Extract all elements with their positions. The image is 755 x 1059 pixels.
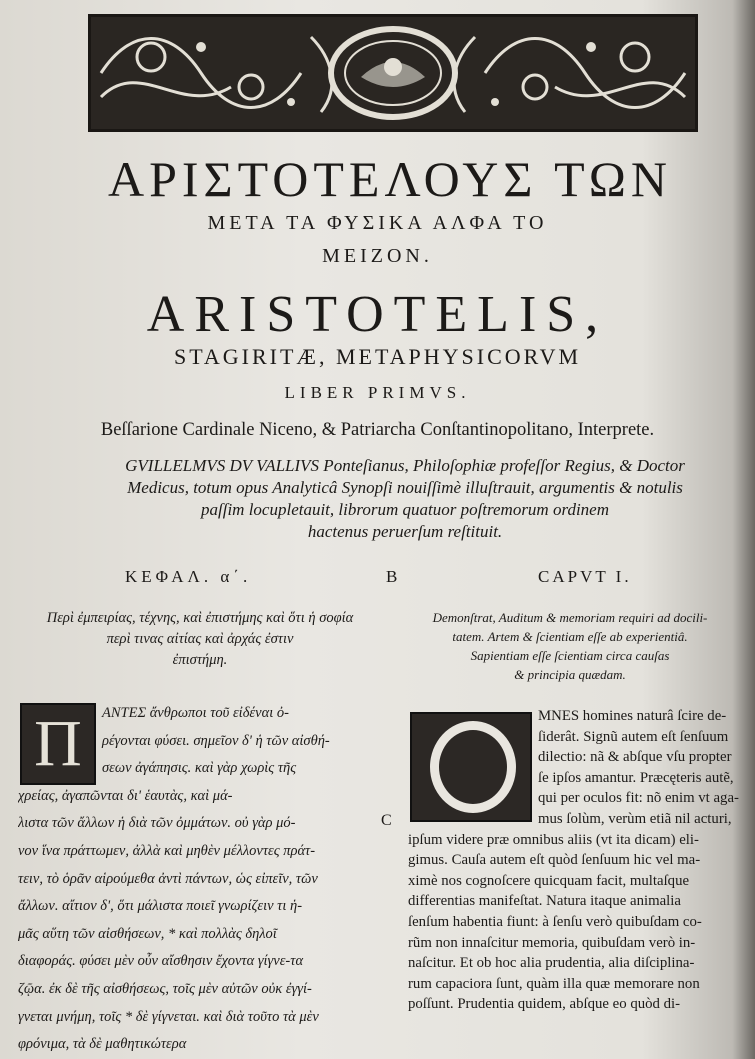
greek-text-line: τειν, τὸ ὁρᾶν αἱρούμεθα ἀντὶ πάντων, ὡς εἰπεῖν, τῶν (18, 870, 318, 887)
greek-text-line: ΑΝΤΕΣ ἄνθρωποι τοῦ εἰδέναι ὀ- (102, 705, 289, 721)
summary-latin-line: Demonſtrat, Auditum & memoriam requiri ad docili- (432, 610, 708, 625)
greek-text-line: ρέγονται φύσει. σημεῖον δ' ἡ τῶν αἰσθή- (102, 732, 330, 749)
greek-text-line: γνεται μνήμη, τοῖς * δὲ γίγνεται. καὶ διὰ τοῦτο τὰ μὲν (18, 1008, 319, 1025)
latin-text-line: dilectio: nã & abſque vſu propter (538, 749, 732, 766)
greek-text-line: λιστα τῶν ἄλλων ἡ διὰ τῶν ὀμμάτων. οὐ γὰρ μό- (18, 815, 296, 832)
latin-text-line: ximè nos cognoſcere quicquam facit, multaſque (408, 872, 690, 889)
latin-text-line: qui per oculos fit: nõ enim vt aga- (538, 790, 739, 807)
commentary-block (60, 455, 750, 543)
greek-subtitle-line-2: ΜΕΙΖΟΝ. (322, 245, 433, 267)
latin-title: ARISTOTELIS, (146, 286, 609, 343)
latin-text-line: poſſunt. Prudentia quidem, abſque eo quòd di- (408, 996, 681, 1013)
greek-text-column (18, 700, 384, 1059)
greek-text-line: χρείας, ἀγαπῶνται δι' ἑαυτὰς, καὶ μά- (18, 787, 233, 804)
latin-text-line: rum capaciora ſunt, quàm illa quæ memorare non (408, 975, 700, 992)
commentary-line: hactenus peruerſum reſtituit. (307, 522, 503, 541)
latin-text-line: rũm non innaſcitur memoria, quibuſdam verò in- (408, 934, 696, 951)
page-marker-c: C (381, 812, 392, 829)
greek-text-line: διαφοράς. φύσει μὲν οὖν αἴσθησιν ἔχοντα γίγνε-τα (18, 953, 304, 970)
latin-text-line: ſe ipſos amantur. Præcęteris autẽ, (538, 769, 734, 786)
greek-text-line: φρόνιμα, τὰ δὲ μαθητικώτερα (18, 1036, 187, 1053)
greek-text-line: ζῷα. ἐκ δὲ τῆς αἰσθήσεως, τοῖς μὲν αὐτῶν οὐκ ἐγγί- (18, 980, 312, 997)
dropcap-greek: Π (20, 703, 96, 785)
latin-text-line: gimus. Cauſa autem eſt quòd ſenſuum hic vel ma- (408, 852, 701, 869)
summary-latin-line: tatem. Artem & ſcientiam eſſe ab experientiâ. (452, 629, 688, 644)
latin-text-line: mus ſolùm, verùm etiã nil acturi, (538, 810, 732, 827)
summary-greek-line: ἐπιστήμη. (172, 652, 228, 668)
summary-greek-line: Περὶ ἐμπειρίας, τέχνης, καὶ ἐπιστήμης καὶ ὅτι ἡ σοφία (46, 610, 354, 626)
latin-text-line: ſenſum habentia fiunt: à ſenſu verò quibuſdam co- (408, 913, 702, 930)
ornamental-headpiece (88, 14, 698, 132)
greek-title: ΑΡΙΣΤΟΤΕΛΟΥΣ ΤΩΝ (107, 151, 673, 207)
headpiece-ornament (91, 17, 695, 129)
latin-text-line: ipſum videre præ omnibus aliis (vt ita dicam) eli- (408, 831, 699, 848)
chapter-heading-latin: CAPVT I. (538, 567, 632, 586)
page-marker-b: B (386, 567, 398, 586)
greek-text-line: νον ἵνα πράττωμεν, ἀλλὰ καὶ μηθὲν μέλλοντες πράτ- (18, 842, 316, 859)
summary-greek-line: περὶ τινας αἰτίας καὶ ἀρχάς ἐστιν (106, 631, 294, 647)
greek-text-line: σεων ἀγάπησις. καὶ γὰρ χωρὶς τῆς (102, 760, 297, 777)
summary-latin-line: & principia quædam. (514, 667, 626, 682)
commentary-line: paſſim locupletauit, librorum quatuor poſtremorum ordinem (201, 500, 609, 519)
latin-text-line: naſcitur. Et ob hoc alia prudentia, alia diſciplina- (408, 955, 695, 972)
latin-subtitle-line-2: LIBER PRIMVS. (284, 383, 471, 402)
greek-text-line: μᾶς αὕτη τῶν αἰσθήσεων, * καὶ πολλὰς δηλοῖ (18, 925, 277, 942)
interpreter-line: Beſſarione Cardinale Niceno, & Patriarcha Conſtantinopolitano, Interprete. (100, 420, 655, 440)
chapter-summary-greek (15, 608, 385, 671)
chapter-heading-greek: ΚΕΦΑΛ. α΄. (125, 567, 252, 586)
greek-text-line: ἄλλων. αἴτιον δ', ὅτι μάλιστα ποιεῖ γνωρίζειν τι ἡ- (18, 898, 303, 915)
latin-text-line: ſiderât. Signũ autem eſt ſenſuum (538, 728, 729, 745)
latin-text-column (408, 706, 753, 1015)
latin-text-line: differentias manifeſtat. Natura itaque animalia (408, 893, 681, 910)
summary-latin-line: Sapientiam eſſe ſcientiam circa cauſas (470, 648, 670, 663)
chapter-summary-latin (400, 608, 740, 684)
commentary-line: GVILLELMVS DV VALLIVS Ponteſianus, Philoſophiæ profeſſor Regius, & Doctor (125, 456, 685, 475)
latin-subtitle-line-1: STAGIRITÆ, METAPHYSICORVM (173, 344, 582, 369)
greek-subtitle-line-1: ΜΕΤΑ ΤΑ ΦΥΣΙΚΑ ΑΛΦΑ ΤΟ (207, 212, 548, 234)
commentary-line: Medicus, totum opus Analyticâ Synopſi nouiſſimè illuſtrauit, argumentis & notulis (127, 478, 683, 497)
latin-text-line: MNES homines naturâ ſcire de- (538, 708, 727, 724)
